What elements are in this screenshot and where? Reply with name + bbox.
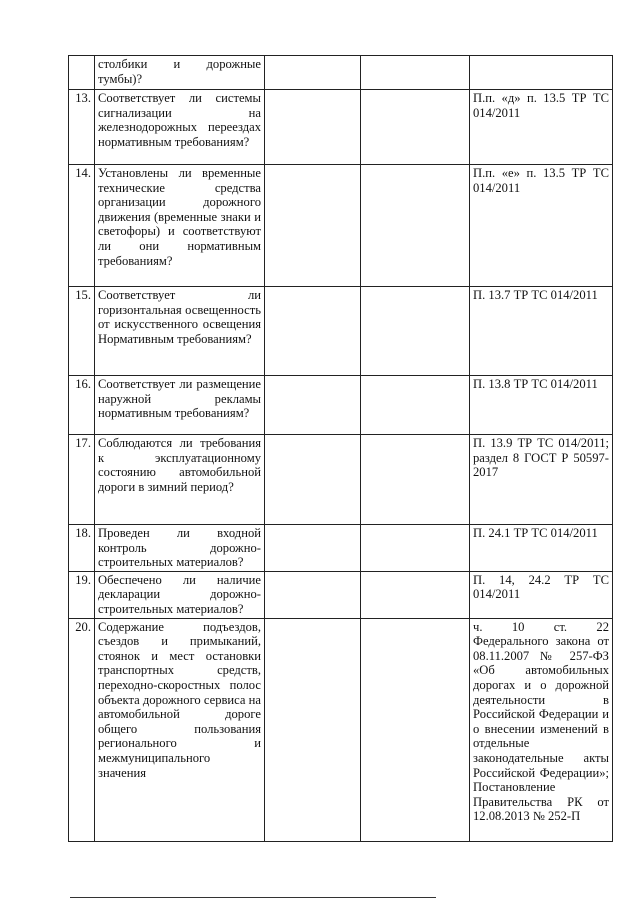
reference-cell: П. 14, 24.2 ТР ТС 014/2011: [470, 571, 613, 618]
footnote-separator: [70, 897, 436, 898]
question-cell: Соответствует ли горизонтальная освещенность от искусственного освещения Нормативным требованиям?: [95, 287, 265, 376]
table-row: [69, 56, 613, 90]
row-number: 16.: [69, 376, 95, 435]
reference-cell: ч. 10 ст. 22 Федерального закона от 08.11.2007 № 257-ФЗ «Об автомобильных дорогах и о дорожной деятельности в Российской Федерации и о внесении изменений в отдельные законодательные акты Российской Федерации»; Постановление Правительства РК от 12.08.2013 № 252-П: [470, 618, 613, 841]
answer-cell: [265, 618, 361, 841]
row-number: 14.: [69, 165, 95, 287]
answer-cell: [361, 618, 470, 841]
answer-cell: [265, 376, 361, 435]
table-row: [69, 165, 613, 287]
answer-cell: [265, 525, 361, 572]
question-cell: Соответствует ли размещение наружной рекламы нормативным требованиям?: [95, 376, 265, 435]
answer-cell: [265, 165, 361, 287]
table-row: [69, 287, 613, 376]
question-cell: Соответствует ли системы сигнализации на железнодорожных переездах нормативным требованиям?: [95, 90, 265, 165]
question-cell: Соблюдаются ли требования к эксплуатационному состоянию автомобильной дороги в зимний период?: [95, 435, 265, 525]
checklist-table: [68, 55, 613, 842]
reference-cell: П. 13.8 ТР ТС 014/2011: [470, 376, 613, 435]
answer-cell: [361, 56, 470, 90]
answer-cell: [361, 525, 470, 572]
table-row: [69, 525, 613, 572]
reference-cell: [470, 56, 613, 90]
answer-cell: [265, 287, 361, 376]
row-number: 19.: [69, 571, 95, 618]
reference-cell: П. 24.1 ТР ТС 014/2011: [470, 525, 613, 572]
question-cell: Установлены ли временные технические средства организации дорожного движения (временные знаки и светофоры) и соответствуют ли они нормативным требованиям?: [95, 165, 265, 287]
answer-cell: [265, 571, 361, 618]
row-number: 13.: [69, 90, 95, 165]
question-cell: Содержание подъездов, съездов и примыканий, стоянок и мест остановки транспортных средств, переходно-скоростных полос объекта дорожного сервиса на автомобильной дороге общего пользования регионального и межмуниципального значения: [95, 618, 265, 841]
table-row: [69, 376, 613, 435]
table-row: [69, 90, 613, 165]
answer-cell: [361, 376, 470, 435]
reference-cell: П. 13.7 ТР ТС 014/2011: [470, 287, 613, 376]
answer-cell: [361, 287, 470, 376]
table-row: [69, 618, 613, 841]
answer-cell: [361, 571, 470, 618]
row-number: 20.: [69, 618, 95, 841]
answer-cell: [265, 90, 361, 165]
reference-cell: П. 13.9 ТР ТС 014/2011; раздел 8 ГОСТ Р 50597-2017: [470, 435, 613, 525]
question-cell: Обеспечено ли наличие декларации дорожно-строительных материалов?: [95, 571, 265, 618]
answer-cell: [361, 435, 470, 525]
table-row: [69, 571, 613, 618]
table-row: [69, 435, 613, 525]
answer-cell: [265, 435, 361, 525]
row-number: 18.: [69, 525, 95, 572]
question-cell: столбики и дорожные тумбы)?: [95, 56, 265, 90]
reference-cell: П.п. «е» п. 13.5 ТР ТС 014/2011: [470, 165, 613, 287]
answer-cell: [361, 165, 470, 287]
reference-cell: П.п. «д» п. 13.5 ТР ТС 014/2011: [470, 90, 613, 165]
question-cell: Проведен ли входной контроль дорожно-строительных материалов?: [95, 525, 265, 572]
row-number: [69, 56, 95, 90]
answer-cell: [361, 90, 470, 165]
row-number: 17.: [69, 435, 95, 525]
row-number: 15.: [69, 287, 95, 376]
answer-cell: [265, 56, 361, 90]
